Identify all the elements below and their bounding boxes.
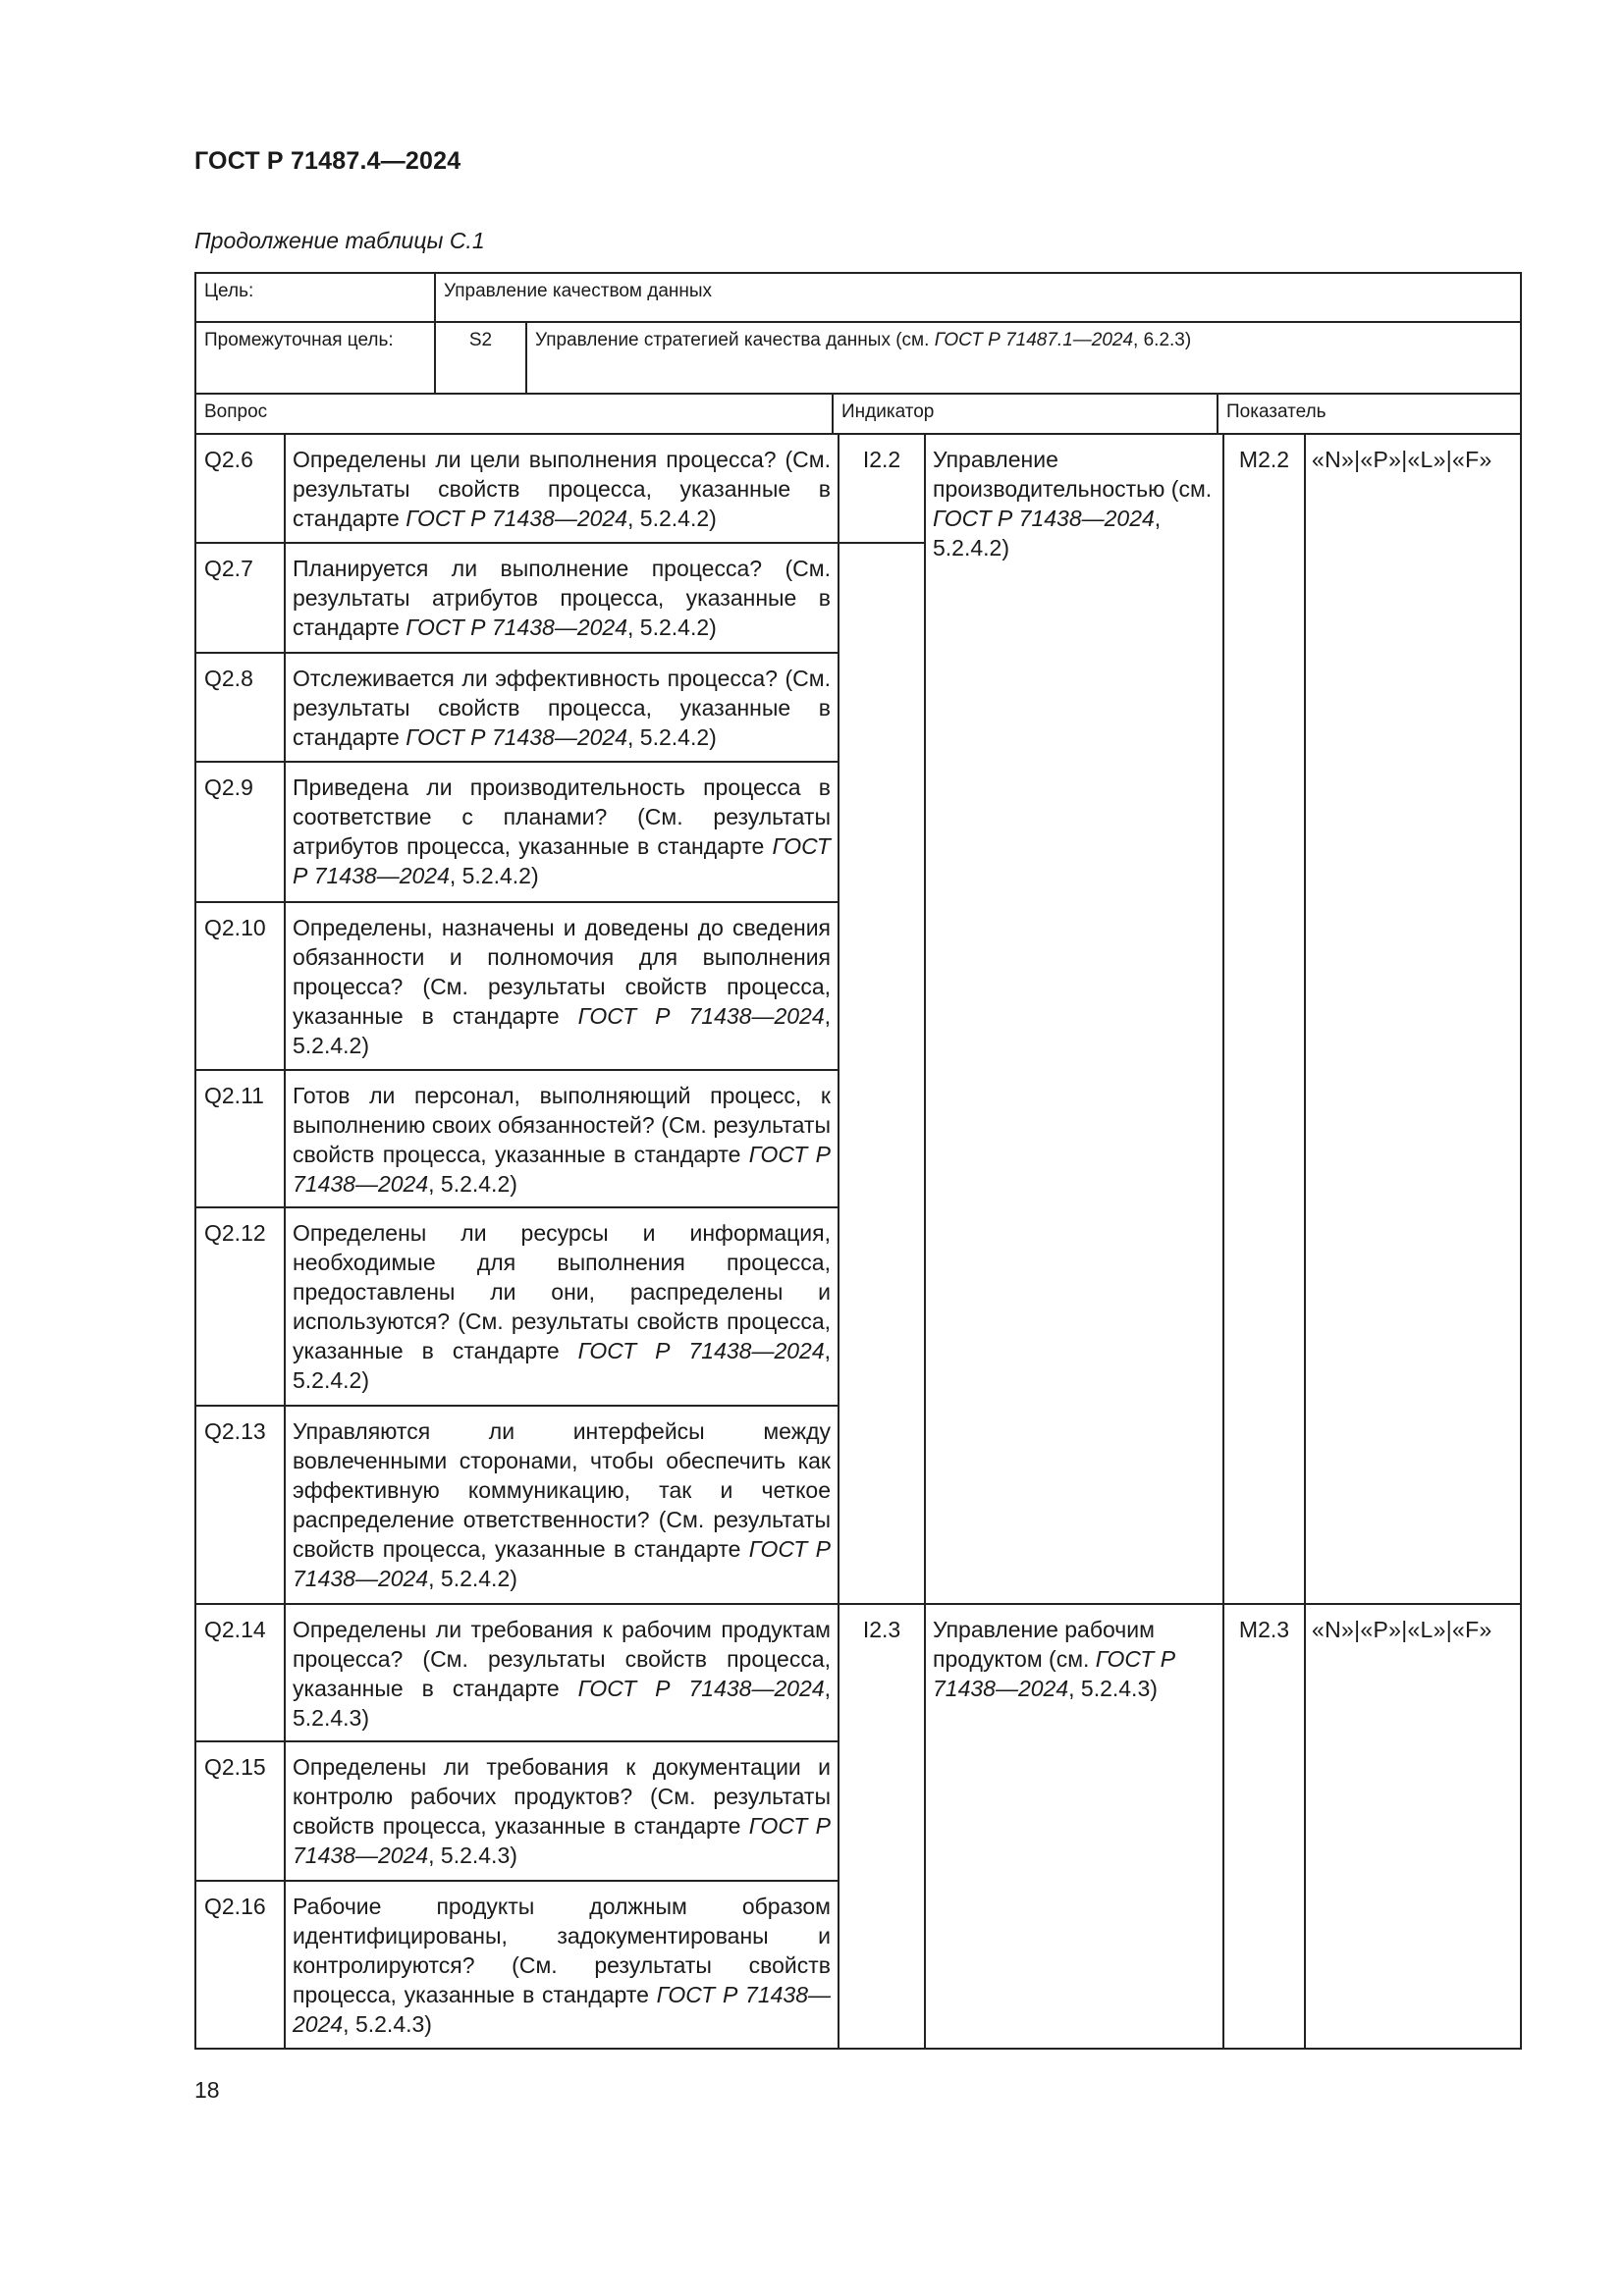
indicator-code: I2.3: [839, 1604, 925, 2049]
question-text-tail: , 5.2.4.2): [428, 1171, 517, 1197]
question-id: Q2.16: [195, 1881, 285, 2049]
goal-label: Цель:: [195, 273, 435, 322]
table-row: [195, 1604, 1521, 1741]
question-text-tail: , 5.2.4.2): [627, 506, 717, 531]
indicator-reference: ГОСТ Р 71438—2024: [933, 506, 1155, 531]
question-text-tail: , 5.2.4.2): [293, 1003, 831, 1058]
question-text-main: Рабочие продукты должным образом идентифицированы, задокументированы и контролируются? (См. результаты свойств процесса, указанные в стандарте: [293, 1894, 831, 2007]
question-text: [285, 434, 839, 543]
question-reference: ГОСТ Р 71438—2024: [406, 614, 628, 640]
question-text-main: Управляются ли интерфейсы между вовлеченными сторонами, чтобы обеспечить как эффективную коммуникацию, так и четкое распределение ответственности? (См. результаты свойств процесса, указанные в стандарте: [293, 1418, 831, 1562]
column-header-row: [195, 394, 1521, 434]
metric-code: M2.3: [1223, 1604, 1305, 2049]
question-text: [285, 902, 839, 1070]
question-reference: ГОСТ Р 71438—2024: [293, 1536, 831, 1591]
question-reference: ГОСТ Р 71438—2024: [577, 1003, 825, 1029]
question-reference: ГОСТ Р 71438—2024: [293, 833, 831, 888]
questions-table: [194, 433, 1522, 2050]
subgoal-text-tail: , 6.2.3): [1133, 330, 1192, 350]
question-text-main: Определены ли ресурсы и информация, необходимые для выполнения процесса, предоставлены ли они, распределены и используются? (См. результаты свойств процесса, указанные в стандарте: [293, 1220, 831, 1363]
metric-scale: «N»|«P»|«L»|«F»: [1305, 434, 1521, 1604]
question-text-tail: , 5.2.4.2): [293, 1338, 831, 1393]
question-id: Q2.10: [195, 902, 285, 1070]
question-id: Q2.9: [195, 762, 285, 902]
question-text: [285, 543, 839, 653]
question-text-tail: , 5.2.4.2): [428, 1566, 517, 1591]
indicator-reference: ГОСТ Р 71438—2024: [933, 1646, 1176, 1701]
question-reference: ГОСТ Р 71438—2024: [577, 1676, 825, 1701]
question-id: Q2.14: [195, 1604, 285, 1741]
question-text-tail: , 5.2.4.2): [627, 614, 717, 640]
indicator-text: [925, 1604, 1223, 2049]
question-id: Q2.13: [195, 1406, 285, 1604]
indicator-text-main: Управление производительностью (см.: [933, 447, 1213, 502]
subgoal-reference: ГОСТ Р 71487.1—2024: [934, 330, 1134, 350]
question-text-main: Готов ли персонал, выполняющий процесс, к выполнению своих обязанностей? (См. результаты свойств процесса, указанные в стандарте: [293, 1083, 831, 1167]
question-id: Q2.6: [195, 434, 285, 543]
question-reference: ГОСТ Р 71438—2024: [406, 506, 628, 531]
subgoal-row: [195, 322, 1521, 394]
table-caption: Продолжение таблицы С.1: [194, 228, 485, 253]
question-text: [285, 1881, 839, 2049]
subgoal-text-main: Управление стратегией качества данных (см.: [535, 330, 935, 350]
indicator-text: [925, 434, 1223, 1604]
subgoal-code: S2: [435, 322, 526, 394]
question-text-main: Определены ли требования к рабочим продуктам процесса? (См. результаты свойств процесса, указанные в стандарте: [293, 1617, 831, 1701]
question-id: Q2.11: [195, 1070, 285, 1207]
question-text-main: Приведена ли производительность процесса в соответствие с планами? (См. результаты атрибутов процесса, указанные в стандарте: [293, 774, 831, 859]
indicator-text-main: Управление рабочим продуктом (см.: [933, 1617, 1155, 1672]
question-text-tail: , 5.2.4.2): [449, 863, 539, 888]
goal-row: [195, 273, 1521, 322]
question-text: [285, 1207, 839, 1406]
column-header-metric: Показатель: [1218, 394, 1521, 434]
column-header-indicator: Индикатор: [833, 394, 1218, 434]
question-id: Q2.12: [195, 1207, 285, 1406]
indicator-text-tail: , 5.2.4.3): [1068, 1676, 1158, 1701]
question-text-main: Определены, назначены и доведены до сведения обязанности и полномочия для выполнения процесса? (См. результаты свойств процесса, указанные в стандарте: [293, 915, 831, 1029]
question-text-main: Отслеживается ли эффективность процесса? (См. результаты свойств процесса, указанные в стандарте: [293, 666, 831, 750]
question-text-main: Определены ли требования к документации и контролю рабочих продуктов? (См. результаты свойств процесса, указанные в стандарте: [293, 1754, 831, 1839]
question-id: Q2.15: [195, 1741, 285, 1881]
question-text: [285, 1070, 839, 1207]
question-reference: ГОСТ Р 71438—2024: [293, 1982, 831, 2037]
indicator-code: I2.2: [839, 434, 925, 543]
indicator-text-tail: , 5.2.4.2): [933, 506, 1162, 561]
question-id: Q2.7: [195, 543, 285, 653]
column-header-question: Вопрос: [195, 394, 833, 434]
question-text-tail: , 5.2.4.3): [428, 1842, 517, 1868]
metric-code: M2.2: [1223, 434, 1305, 1604]
document-header: ГОСТ Р 71487.4—2024: [194, 147, 461, 175]
question-id: Q2.8: [195, 653, 285, 762]
metric-scale: «N»|«P»|«L»|«F»: [1305, 1604, 1521, 2049]
question-text-main: Определены ли цели выполнения процесса? (См. результаты свойств процесса, указанные в стандарте: [293, 447, 831, 531]
table-row: [195, 434, 1521, 543]
question-reference: ГОСТ Р 71438—2024: [293, 1142, 831, 1197]
table-header-block: [194, 272, 1522, 435]
question-reference: ГОСТ Р 71438—2024: [293, 1813, 831, 1868]
subgoal-label: Промежуточная цель:: [195, 322, 435, 394]
question-reference: ГОСТ Р 71438—2024: [406, 724, 628, 750]
question-reference: ГОСТ Р 71438—2024: [577, 1338, 825, 1363]
question-text-tail: , 5.2.4.3): [343, 2011, 432, 2037]
question-text-tail: , 5.2.4.3): [293, 1676, 831, 1731]
question-text: [285, 1406, 839, 1604]
question-text-main: Планируется ли выполнение процесса? (См. результаты атрибутов процесса, указанные в стандарте: [293, 556, 831, 640]
subgoal-text: [526, 322, 1521, 394]
question-text: [285, 653, 839, 762]
question-text: [285, 1741, 839, 1881]
question-text: [285, 762, 839, 902]
question-text-tail: , 5.2.4.2): [627, 724, 717, 750]
indicator-code-empty: [839, 543, 925, 1604]
goal-value: Управление качеством данных: [435, 273, 1521, 322]
page-number: 18: [194, 2077, 220, 2103]
question-text: [285, 1604, 839, 1741]
